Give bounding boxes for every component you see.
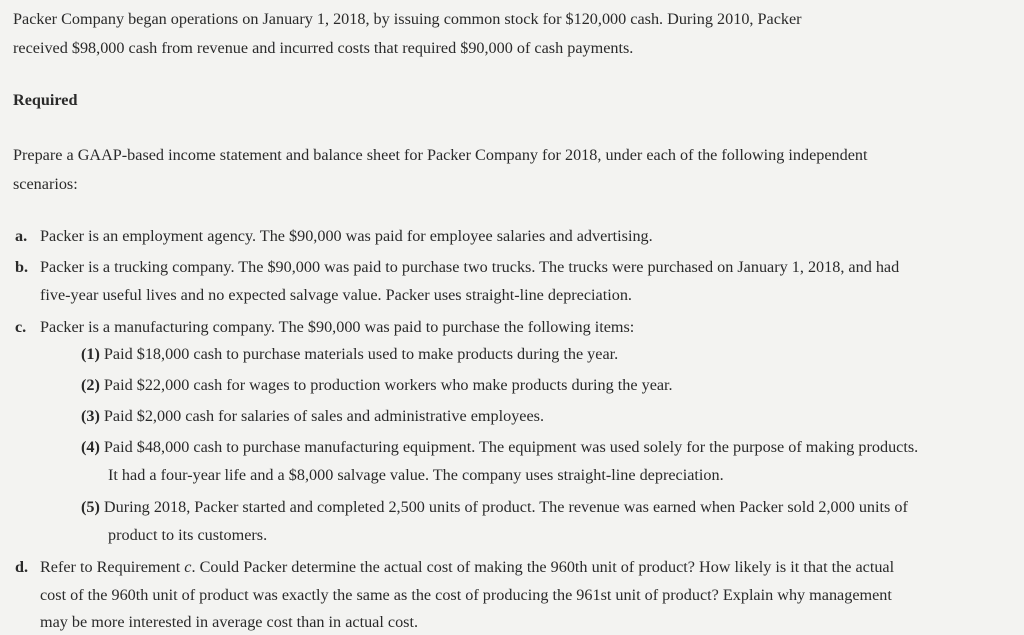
item-a-text: Packer is an employment agency. The $90,000 was paid for employee salaries and advertising. xyxy=(40,227,653,245)
prompt-line-2: scenarios: xyxy=(13,175,78,193)
prompt-line-1: Prepare a GAAP-based income statement and balance sheet for Packer Company for 2018, under each of the following independent xyxy=(13,146,868,164)
item-d-text-1-pre: Refer to Requirement xyxy=(40,558,185,576)
item-c-sub-4 xyxy=(81,437,918,457)
intro-line-1: Packer Company began operations on January 1, 2018, by issuing common stock for $120,000 cash. During 2010, Packer xyxy=(13,10,802,28)
item-c-sub-5-text-2: product to its customers. xyxy=(108,526,268,544)
item-b-marker: b. xyxy=(15,258,29,276)
item-c-sub-5-text-1: During 2018, Packer started and completed 2,500 units of product. The revenue was earned when Packer sold 2,000 units of xyxy=(103,498,908,516)
item-b-text-1: Packer is a trucking company. The $90,000 was paid to purchase two trucks. The trucks were purchased on January 1, 2018, and had xyxy=(40,258,900,276)
item-a-marker: a. xyxy=(15,227,28,245)
item-c-sub-5-marker: (5) xyxy=(81,498,100,516)
item-c-sub-2-text: Paid $22,000 cash for wages to production workers who make products during the year. xyxy=(103,376,673,394)
item-c-sub-1 xyxy=(81,344,618,364)
item-c-sub-1-marker: (1) xyxy=(81,345,100,363)
item-c-sub-4-text-1: Paid $48,000 cash to purchase manufacturing equipment. The equipment was used solely for the purpose of making products. xyxy=(103,438,919,456)
item-b xyxy=(15,257,899,277)
item-c-text: Packer is a manufacturing company. The $90,000 was paid to purchase the following items: xyxy=(40,318,635,336)
item-d-text-2: cost of the 960th unit of product was exactly the same as the cost of producing the 961st unit of product? Explain why management xyxy=(40,586,892,604)
item-d-marker: d. xyxy=(15,558,29,576)
item-c-sub-3-text: Paid $2,000 cash for salaries of sales and administrative employees. xyxy=(103,407,545,425)
item-d-text-1-post: . Could Packer determine the actual cost of making the 960th unit of product? How likely is it that the actual xyxy=(191,558,895,576)
item-c-sub-2 xyxy=(81,375,673,395)
item-b-text-2: five-year useful lives and no expected salvage value. Packer uses straight-line depreciation. xyxy=(40,286,632,304)
item-d-text-3: may be more interested in average cost than in actual cost. xyxy=(40,613,419,631)
required-heading: Required xyxy=(13,91,78,109)
item-c-sub-3 xyxy=(81,406,544,426)
item-a xyxy=(15,226,653,246)
item-c xyxy=(15,317,634,337)
item-c-sub-1-text: Paid $18,000 cash to purchase materials used to make products during the year. xyxy=(103,345,619,363)
item-c-sub-4-text-2: It had a four-year life and a $8,000 salvage value. The company uses straight-line depreciation. xyxy=(108,466,724,484)
item-c-sub-4-marker: (4) xyxy=(81,438,100,456)
item-c-sub-5 xyxy=(81,497,908,517)
item-c-sub-3-marker: (3) xyxy=(81,407,100,425)
item-c-marker: c. xyxy=(15,318,27,336)
item-d-text-1-ref: c xyxy=(184,558,192,576)
intro-line-2: received $98,000 cash from revenue and incurred costs that required $90,000 of cash payments. xyxy=(13,39,634,57)
item-c-sub-2-marker: (2) xyxy=(81,376,100,394)
item-d xyxy=(15,557,894,577)
